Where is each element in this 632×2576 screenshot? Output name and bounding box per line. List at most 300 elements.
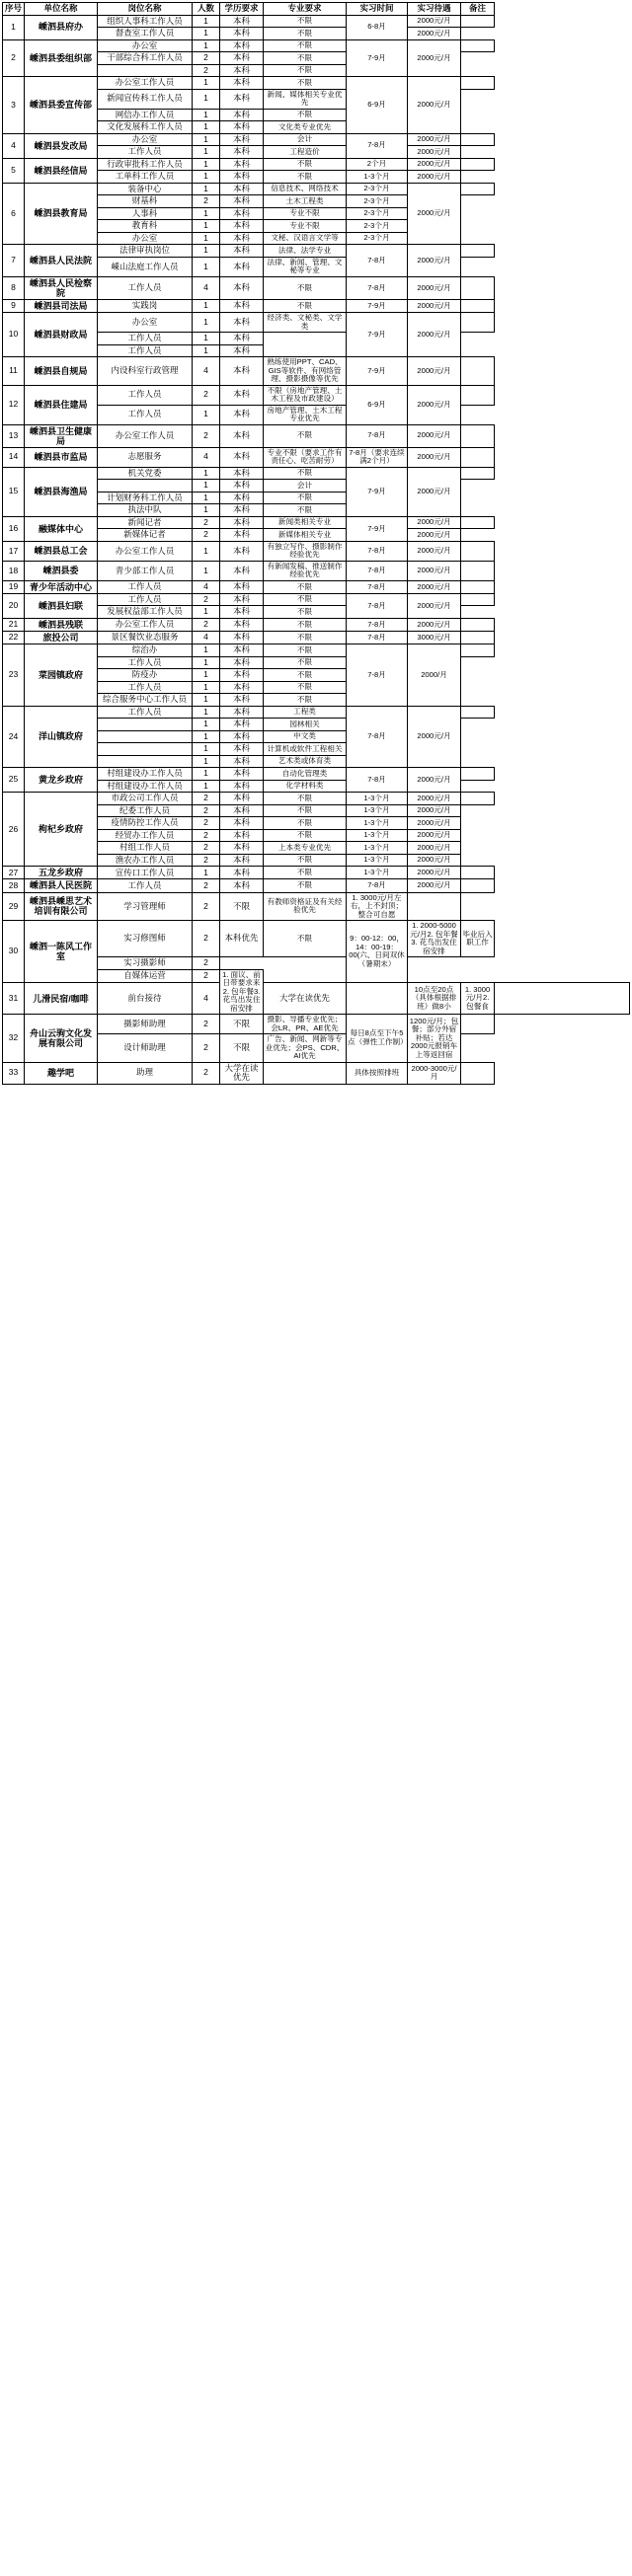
table-row <box>3 867 630 879</box>
cell-remark <box>461 133 495 146</box>
table-row <box>3 344 630 357</box>
cell-number: 1 <box>193 158 220 171</box>
cell-unit-name: 嵊泗县残联 <box>25 618 98 631</box>
cell-major: 不限 <box>264 77 347 90</box>
cell-seq: 15 <box>3 467 25 516</box>
cell-intern-time: 6-9月 <box>347 77 408 134</box>
cell-education: 本科 <box>220 755 264 768</box>
cell-post-name: 摄影师助理 <box>98 1015 193 1034</box>
cell-intern-pay: 2000元/月 <box>408 28 461 40</box>
cell-number: 1 <box>193 146 220 159</box>
cell-intern-time: 2-3个月 <box>347 232 408 245</box>
cell-intern-time: 7-8月 <box>347 133 408 158</box>
table-row <box>3 606 630 619</box>
cell-intern-pay: 2000元/月 <box>408 854 461 867</box>
cell-post-name: 实践岗 <box>98 299 193 312</box>
cell-major: 土木工程类 <box>264 195 347 208</box>
table-row <box>3 793 630 805</box>
cell-remark <box>495 983 630 1015</box>
cell-unit-name: 嵊泗县自规局 <box>25 357 98 386</box>
cell-post-name: 财基科 <box>98 195 193 208</box>
cell-intern-time: 7-8月 <box>347 580 408 593</box>
cell-education: 本科 <box>220 516 264 529</box>
cell-intern-pay: 2000元/月 <box>408 580 461 593</box>
cell-education: 本科 <box>220 183 264 195</box>
cell-seq: 31 <box>3 983 25 1015</box>
cell-intern-pay: 2000/月 <box>408 644 461 707</box>
cell-intern-pay: 2000元/月 <box>408 879 461 892</box>
cell-unit-name: 嵊泗县总工会 <box>25 541 98 561</box>
cell-post-name: 教育科 <box>98 220 193 233</box>
cell-education: 本科 <box>220 480 264 492</box>
cell-post-name: 工作人员 <box>98 706 193 719</box>
cell-number: 1 <box>193 207 220 220</box>
table-row <box>3 706 630 719</box>
cell-number: 1 <box>193 109 220 121</box>
cell-number: 2 <box>193 879 220 892</box>
cell-number: 1 <box>193 344 220 357</box>
cell-major: 经济类、文秘类、文学类 <box>264 313 347 333</box>
cell-number: 2 <box>193 804 220 817</box>
cell-remark <box>461 768 495 781</box>
cell-intern-pay: 2000元/月 <box>408 424 461 447</box>
cell-unit-name: 舟山云驹文化发展有限公司 <box>25 1015 98 1063</box>
table-header-row <box>3 3 630 16</box>
cell-intern-time: 1-3个月 <box>347 171 408 184</box>
header-note: 备注 <box>461 3 495 16</box>
cell-number: 1 <box>193 681 220 694</box>
table-row <box>3 133 630 146</box>
cell-intern-time: 6-8月 <box>347 15 408 39</box>
cell-major: 新闻、媒体相关专业优先 <box>264 89 347 109</box>
cell-major: 不限 <box>264 593 347 606</box>
cell-education: 本科 <box>220 77 264 90</box>
cell-seq: 30 <box>3 921 25 983</box>
table-row <box>3 171 630 184</box>
cell-post-name: 实习修图师 <box>98 921 193 957</box>
cell-post-name: 经贸办工作人员 <box>98 829 193 842</box>
cell-education: 本科 <box>220 730 264 743</box>
cell-number: 2 <box>193 1034 220 1063</box>
cell-intern-time: 7-8月（要求连续满2个月） <box>347 447 408 467</box>
table-row <box>3 492 630 504</box>
cell-seq: 8 <box>3 276 25 299</box>
cell-remark: 毕业后入职工作 <box>461 921 495 957</box>
cell-unit-name: 洋山镇政府 <box>25 706 98 768</box>
cell-number: 2 <box>193 854 220 867</box>
table-row <box>3 618 630 631</box>
cell-intern-pay: 2000元/月 <box>408 842 461 855</box>
cell-major: 熟练使用PPT、CAD、GIS等软件、有网络管理、摄影摄像等优先 <box>264 357 347 386</box>
table-row <box>3 220 630 233</box>
table-row <box>3 195 630 208</box>
table-row <box>3 921 630 957</box>
cell-remark <box>461 424 495 447</box>
cell-number: 1 <box>193 405 220 424</box>
cell-post-name: 青少部工作人员 <box>98 561 193 580</box>
header-seq: 序号 <box>3 3 25 16</box>
cell-major: 新闻类相关专业 <box>264 516 347 529</box>
cell-intern-pay: 2000元/月 <box>408 171 461 184</box>
cell-education: 本科 <box>220 879 264 892</box>
cell-major: 不限（房地产管理、土木工程及市政建设） <box>264 385 347 405</box>
cell-intern-pay: 2000元/月 <box>408 706 461 768</box>
header-num: 人数 <box>193 3 220 16</box>
cell-unit-name: 嵊泗县委 <box>25 561 98 580</box>
cell-post-name <box>98 730 193 743</box>
cell-major: 艺术类或体育类 <box>264 755 347 768</box>
cell-seq: 9 <box>3 299 25 312</box>
cell-unit-name: 嵊泗县人民法院 <box>25 245 98 277</box>
cell-post-name: 工作人员 <box>98 656 193 669</box>
cell-intern-pay: 1200元/月；包餐；部分外宿补贴；若达2000元报销车上等返回宿 <box>408 1015 461 1063</box>
cell-post-name: 工作人员 <box>98 405 193 424</box>
cell-education: 本科 <box>220 171 264 184</box>
table-row <box>3 755 630 768</box>
cell-number: 1 <box>193 257 220 276</box>
cell-intern-pay: 2000元/月 <box>408 867 461 879</box>
cell-post-name: 人事科 <box>98 207 193 220</box>
cell-post-name: 学习管理师 <box>98 892 193 921</box>
cell-seq: 12 <box>3 385 25 424</box>
cell-number: 4 <box>193 632 220 644</box>
cell-major: 摄影、导播专业优先；会LR、PR、AE优先 <box>264 1015 347 1034</box>
cell-intern-time: 7-8月 <box>347 276 408 299</box>
cell-education: 本科 <box>220 299 264 312</box>
cell-unit-name: 菜园镇政府 <box>25 644 98 707</box>
table-row <box>3 669 630 682</box>
cell-intern-time: 7-8月 <box>347 618 408 631</box>
cell-number: 2 <box>193 969 220 983</box>
cell-major: 园林相关 <box>264 719 347 731</box>
cell-number: 1 <box>193 867 220 879</box>
cell-major: 不限 <box>264 804 347 817</box>
cell-remark <box>461 706 495 719</box>
cell-remark <box>461 867 495 879</box>
table-row <box>3 357 630 386</box>
cell-remark <box>461 313 495 333</box>
table-row <box>3 804 630 817</box>
cell-remark <box>461 245 495 258</box>
cell-number: 4 <box>193 447 220 467</box>
cell-unit-name: 融媒体中心 <box>25 516 98 541</box>
cell-education: 本科 <box>220 64 264 77</box>
cell-number: 1 <box>193 504 220 517</box>
cell-post-name: 工作人员 <box>98 333 193 345</box>
table-row <box>3 983 630 1015</box>
cell-unit-name: 嵊泗县府办 <box>25 15 98 39</box>
cell-major: 法律、法学专业 <box>264 245 347 258</box>
cell-number: 2 <box>193 516 220 529</box>
cell-major: 不限 <box>264 879 347 892</box>
cell-post-name: 景区餐饮业态服务 <box>98 632 193 644</box>
cell-seq: 13 <box>3 424 25 447</box>
cell-education: 本科 <box>220 257 264 276</box>
cell-major: 不限 <box>264 854 347 867</box>
cell-post-name: 工单科工作人员 <box>98 171 193 184</box>
cell-post-name: 工作人员 <box>98 593 193 606</box>
cell-education: 本科 <box>220 681 264 694</box>
table-row <box>3 768 630 781</box>
cell-major: 上本类专业优先 <box>264 842 347 855</box>
cell-number: 1 <box>193 719 220 731</box>
cell-post-name: 督查室工作人员 <box>98 28 193 40</box>
cell-education: 本科 <box>220 804 264 817</box>
cell-remark <box>461 77 495 90</box>
table-row <box>3 561 630 580</box>
cell-seq: 2 <box>3 39 25 77</box>
cell-education: 本科 <box>220 39 264 52</box>
cell-unit-name: 旅投公司 <box>25 632 98 644</box>
cell-number: 2 <box>193 842 220 855</box>
cell-education: 本科 <box>220 245 264 258</box>
cell-major: 专业不限 <box>264 220 347 233</box>
table-row <box>3 516 630 529</box>
cell-major: 有独立写作、摄影制作经验优先 <box>264 541 347 561</box>
cell-seq: 21 <box>3 618 25 631</box>
cell-remark <box>461 618 495 631</box>
cell-number: 1 <box>193 220 220 233</box>
cell-education: 不限 <box>220 892 264 921</box>
cell-seq: 17 <box>3 541 25 561</box>
cell-number: 2 <box>193 593 220 606</box>
table-row <box>3 969 630 983</box>
cell-intern-time: 每日8点至下午5点（弹性工作制） <box>347 1015 408 1063</box>
table-row <box>3 385 630 405</box>
cell-number: 1 <box>193 313 220 333</box>
table-row <box>3 780 630 793</box>
cell-post-name: 志愿服务 <box>98 447 193 467</box>
cell-remark <box>461 561 495 580</box>
cell-education: 本科优先 <box>220 921 264 957</box>
cell-number: 1 <box>193 706 220 719</box>
cell-education: 本科 <box>220 467 264 480</box>
cell-major: 不限 <box>264 52 347 65</box>
cell-seq: 16 <box>3 516 25 541</box>
cell-post-name: 前台接待 <box>98 983 193 1015</box>
cell-major: 广告、新闻、网新等专业优先；会PS、CDR、AI优先 <box>264 1034 347 1063</box>
cell-intern-time: 2-3个月 <box>347 207 408 220</box>
cell-education: 本科 <box>220 504 264 517</box>
cell-number: 2 <box>193 957 220 970</box>
cell-seq: 33 <box>3 1062 25 1084</box>
cell-major: 不限 <box>264 644 347 657</box>
table-row <box>3 299 630 312</box>
cell-post-name: 干部综合科工作人员 <box>98 52 193 65</box>
cell-intern-time: 1-3个月 <box>347 804 408 817</box>
cell-post-name: 新闻记者 <box>98 516 193 529</box>
cell-number: 4 <box>193 357 220 386</box>
cell-education: 本科 <box>220 561 264 580</box>
cell-intern-pay: 2000元/月 <box>408 276 461 299</box>
cell-education: 本科 <box>220 146 264 159</box>
cell-post-name: 嵊山法庭工作人员 <box>98 257 193 276</box>
table-row <box>3 333 630 345</box>
cell-intern-pay: 1. 3000元/月2. 包餐食 <box>461 983 495 1015</box>
cell-unit-name: 嵊泗县委宣传部 <box>25 77 98 134</box>
table-row <box>3 580 630 593</box>
cell-intern-time: 1-3个月 <box>347 793 408 805</box>
cell-unit-name: 嵊泗县住建局 <box>25 385 98 424</box>
cell-unit-name: 嵊泗县委组织部 <box>25 39 98 77</box>
cell-major: 新媒体相关专业 <box>264 529 347 542</box>
cell-unit-name: 黄龙乡政府 <box>25 768 98 793</box>
cell-education: 本科 <box>220 492 264 504</box>
table-row <box>3 1015 630 1034</box>
cell-intern-pay: 2000-3000元/月 <box>408 1062 461 1084</box>
cell-intern-pay: 2000元/月 <box>408 618 461 631</box>
cell-remark <box>461 1015 495 1034</box>
cell-seq: 25 <box>3 768 25 793</box>
header-time: 实习时间 <box>347 3 408 16</box>
cell-post-name: 组织人事科工作人员 <box>98 15 193 28</box>
cell-education: 本科 <box>220 669 264 682</box>
cell-remark <box>461 644 495 657</box>
cell-major: 不限 <box>264 171 347 184</box>
table-row <box>3 158 630 171</box>
cell-seq: 32 <box>3 1015 25 1063</box>
table-row <box>3 656 630 669</box>
cell-major: 有教师资格证及有关经验优先 <box>264 892 347 921</box>
cell-intern-time: 9：00-12：00，14：00-19：00(六、日间双休（暑期末） <box>347 921 408 983</box>
header-edu: 学历要求 <box>220 3 264 16</box>
cell-post-name: 文化发展科工作人员 <box>98 121 193 134</box>
cell-major: 不限 <box>264 793 347 805</box>
cell-education: 本科 <box>220 52 264 65</box>
table-row <box>3 245 630 258</box>
cell-remark <box>461 276 495 299</box>
cell-major: 会计 <box>264 133 347 146</box>
cell-major: 法律、新闻、管理、文秘等专业 <box>264 257 347 276</box>
cell-number: 2 <box>193 618 220 631</box>
cell-remark <box>461 39 495 52</box>
table-row <box>3 276 630 299</box>
cell-seq: 20 <box>3 593 25 618</box>
cell-post-name: 执法中队 <box>98 504 193 517</box>
table-row <box>3 829 630 842</box>
cell-remark <box>461 357 495 386</box>
cell-intern-pay: 2000元/月 <box>408 15 461 28</box>
cell-intern-pay: 2000元/月 <box>408 299 461 312</box>
cell-education: 本科 <box>220 719 264 731</box>
cell-number: 2 <box>193 424 220 447</box>
cell-number: 2 <box>193 64 220 77</box>
cell-post-name: 机关党委 <box>98 467 193 480</box>
cell-number: 2 <box>193 892 220 921</box>
cell-post-name: 法律审执岗位 <box>98 245 193 258</box>
cell-unit-name: 嵊泗一陈风工作室 <box>25 921 98 983</box>
cell-post-name: 工作人员 <box>98 146 193 159</box>
cell-major: 不限 <box>264 109 347 121</box>
cell-major: 不限 <box>264 158 347 171</box>
cell-post-name: 工作人员 <box>98 681 193 694</box>
table-row <box>3 183 630 195</box>
cell-education: 大学在读优先 <box>264 983 347 1015</box>
cell-education: 本科 <box>220 276 264 299</box>
table-row <box>3 77 630 90</box>
cell-major: 不限 <box>264 656 347 669</box>
cell-number: 1 <box>193 15 220 28</box>
cell-major: 不限 <box>264 580 347 593</box>
cell-major: 不限 <box>264 606 347 619</box>
cell-number: 1 <box>193 755 220 768</box>
recruitment-table-sheet <box>0 2 632 1085</box>
cell-number: 1 <box>193 541 220 561</box>
cell-intern-pay: 2000元/月 <box>408 357 461 386</box>
cell-intern-time: 7-8月 <box>347 245 408 277</box>
cell-remark <box>461 1062 495 1084</box>
cell-major: 不限 <box>264 669 347 682</box>
cell-major: 房地产管理、土木工程专业优先 <box>264 405 347 424</box>
table-row <box>3 467 630 480</box>
cell-intern-time: 2个月 <box>347 158 408 171</box>
cell-education: 本科 <box>220 780 264 793</box>
cell-intern-pay: 2000元/月 <box>408 245 461 277</box>
cell-post-name: 办公室工作人员 <box>98 77 193 90</box>
cell-education: 本科 <box>220 817 264 830</box>
cell-unit-name: 嵊泗县人民医院 <box>25 879 98 892</box>
cell-education: 本科 <box>220 867 264 879</box>
cell-post-name: 宣传口工作人员 <box>98 867 193 879</box>
cell-seq: 19 <box>3 580 25 593</box>
table-row <box>3 644 630 657</box>
cell-remark <box>461 158 495 171</box>
cell-remark <box>461 467 495 480</box>
cell-education: 本科 <box>220 580 264 593</box>
cell-intern-pay: 2000元/月 <box>408 793 461 805</box>
cell-post-name: 新闻宣传科工作人员 <box>98 89 193 109</box>
table-row <box>3 89 630 109</box>
cell-intern-time: 7-8月 <box>347 632 408 644</box>
cell-post-name: 工作人员 <box>98 344 193 357</box>
cell-number: 1 <box>193 480 220 492</box>
table-row <box>3 424 630 447</box>
cell-post-name: 工作人员 <box>98 385 193 405</box>
table-row <box>3 257 630 276</box>
table-row <box>3 817 630 830</box>
cell-intern-time: 7-9月 <box>347 299 408 312</box>
cell-post-name: 综合服务中心工作人员 <box>98 694 193 707</box>
cell-post-name: 市政公司工作人员 <box>98 793 193 805</box>
cell-intern-time: 1. 3000元/月左右，上不封顶；整合可自愿 <box>347 892 408 921</box>
cell-major: 化学材料类 <box>264 780 347 793</box>
cell-intern-pay: 2000元/月 <box>408 447 461 467</box>
cell-intern-time: 7-8月 <box>347 593 408 618</box>
header-post: 岗位名称 <box>98 3 193 16</box>
cell-seq: 3 <box>3 77 25 134</box>
cell-intern-time: 7-8月 <box>347 706 408 768</box>
cell-education: 本科 <box>220 28 264 40</box>
cell-post-name: 工作人员 <box>98 879 193 892</box>
cell-intern-time: 7-9月 <box>347 516 408 541</box>
table-row <box>3 719 630 731</box>
cell-number: 2 <box>193 1015 220 1034</box>
cell-seq: 18 <box>3 561 25 580</box>
table-row <box>3 694 630 707</box>
cell-number: 1 <box>193 77 220 90</box>
cell-post-name: 综治办 <box>98 644 193 657</box>
cell-education: 本科 <box>220 357 264 386</box>
cell-post-name: 办公室 <box>98 133 193 146</box>
cell-intern-pay: 2000元/月 <box>408 561 461 580</box>
cell-intern-time: 1-3个月 <box>347 842 408 855</box>
cell-remark <box>461 447 495 467</box>
cell-number: 1 <box>193 121 220 134</box>
cell-number: 1 <box>193 39 220 52</box>
table-row <box>3 730 630 743</box>
cell-seq: 28 <box>3 879 25 892</box>
cell-education: 本科 <box>220 644 264 657</box>
